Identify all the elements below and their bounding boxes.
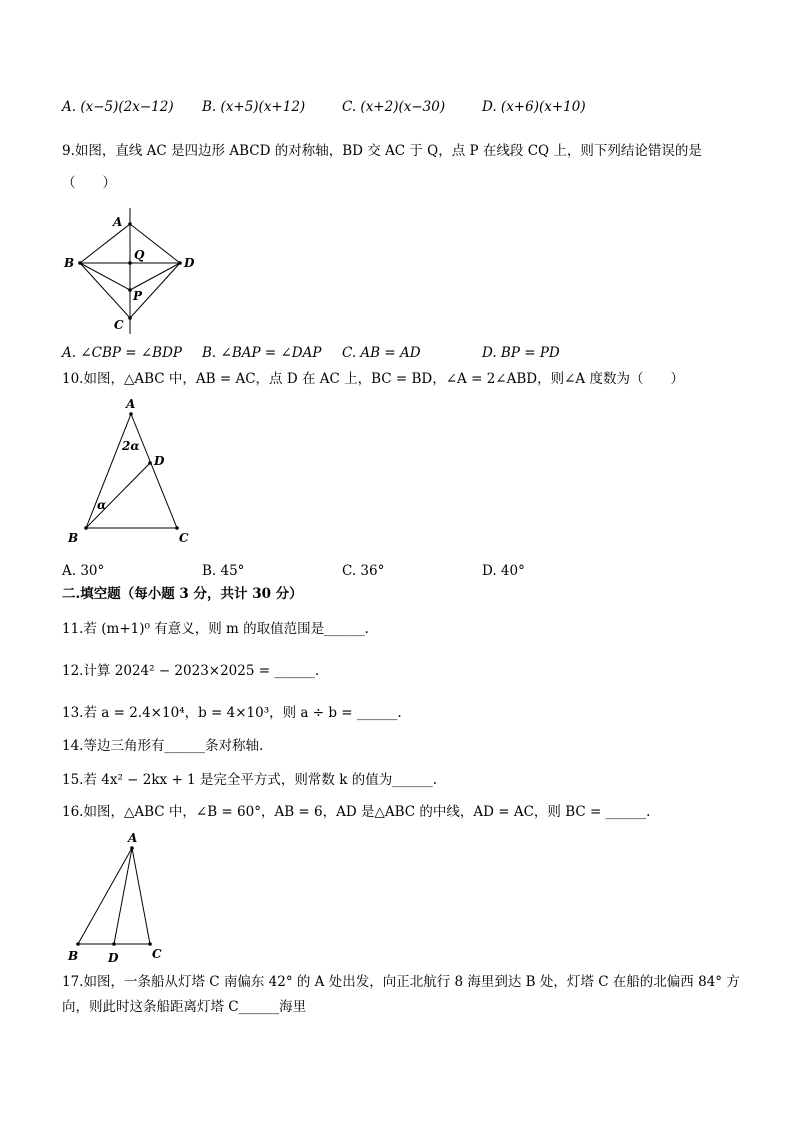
q9-paren: （ ） [62,175,116,191]
q10-point-d [148,461,152,465]
q10-label-d: D [154,454,165,468]
q8-option-c: C. (x+2)(x−30) [342,99,446,115]
q9-seg-bp [80,263,130,290]
q9-point-b [78,261,82,265]
q9-point-d [178,261,182,265]
q10-angle-2alpha: 2α [122,439,140,453]
q9-stem: 9.如图，直线 AC 是四边形 ABCD 的对称轴，BD 交 AC 于 Q，点 P 在线段 CQ 上，则下列结论错误的是 [62,143,702,159]
q10-figure [62,396,202,548]
q9-label-b: B [64,256,75,270]
q8-option-b: B. (x+5)(x+12) [202,99,306,115]
q10-point-a [129,412,133,416]
q9-point-a [128,222,132,226]
q9-seg-bc [80,263,130,318]
q9-label-d: D [184,256,195,270]
q10-label-a: A [126,397,136,411]
q14: 14.等边三角形有______条对称轴. [62,738,264,754]
q10-point-c [175,526,179,530]
q9-seg-ba [80,224,130,263]
q9-option-c: C. AB = AD [342,345,421,361]
q16-label-d: D [108,951,119,965]
section-2-heading: 二.填空题（每小题 3 分，共计 30 分） [62,586,303,602]
q16-point-c [148,942,152,946]
q17-line1: 17.如图，一条船从灯塔 C 南偏东 42° 的 A 处出发，向正北航行 8 海里到达 B 处，灯塔 C 在船的北偏西 84° 方 [62,974,740,990]
q15: 15.若 4x² − 2kx + 1 是完全平方式，则常数 k 的值为______. [62,772,437,788]
q10-seg-ac [131,414,177,528]
q9-seg-pd [130,263,180,290]
q9-point-p [128,288,132,292]
q16-label-a: A [128,831,138,845]
q10-option-b: B. 45° [202,563,245,579]
q16-label-c: C [152,947,162,961]
q10-seg-ab [86,414,131,528]
q10-label-c: C [179,531,189,545]
q16-seg-ad [114,848,132,944]
q12: 12.计算 2024² − 2023×2025 = ______. [62,663,320,679]
q16-seg-ab [78,848,132,944]
q16-seg-ac [132,848,150,944]
q10-label-b: B [68,531,79,545]
q9-point-c [128,316,132,320]
q10-stem: 10.如图，△ABC 中，AB = AC，点 D 在 AC 上，BC = BD，∠A = 2∠ABD，则∠A 度数为（ ） [62,371,684,387]
q10-option-d: D. 40° [482,563,525,579]
q10-seg-bd [86,463,150,528]
q9-point-q [128,261,132,265]
q11: 11.若 (m+1)⁰ 有意义，则 m 的取值范围是______. [62,621,369,637]
q10-option-a: A. 30° [62,563,105,579]
q16-point-d [112,942,116,946]
q16-stem: 16.如图，△ABC 中，∠B = 60°，AB = 6，AD 是△ABC 的中线，AD = AC，则 BC = ______. [62,804,651,820]
q10-point-b [84,526,88,530]
q9-label-c: C [114,318,124,332]
q9-label-q: Q [134,248,145,262]
q9-option-b: B. ∠BAP = ∠DAP [202,345,322,361]
q16-point-a [130,846,134,850]
q9-option-a: A. ∠CBP = ∠BDP [62,345,183,361]
q9-figure [58,208,208,338]
q17-line2: 向，则此时这条船距离灯塔 C______海里 [62,999,307,1015]
q9-option-d: D. BP = PD [482,345,560,361]
q8-option-d: D. (x+6)(x+10) [482,99,586,115]
q16-figure [62,826,172,966]
q8-option-a: A. (x−5)(2x−12) [62,99,174,115]
q13: 13.若 a = 2.4×10⁴，b = 4×10³，则 a ÷ b = ______. [62,705,402,721]
q16-label-b: B [68,949,79,963]
q9-label-p: P [133,289,143,303]
q10-angle-alpha: α [97,498,107,512]
q10-option-c: C. 36° [342,563,385,579]
q16-point-b [76,942,80,946]
q9-label-a: A [113,215,123,229]
